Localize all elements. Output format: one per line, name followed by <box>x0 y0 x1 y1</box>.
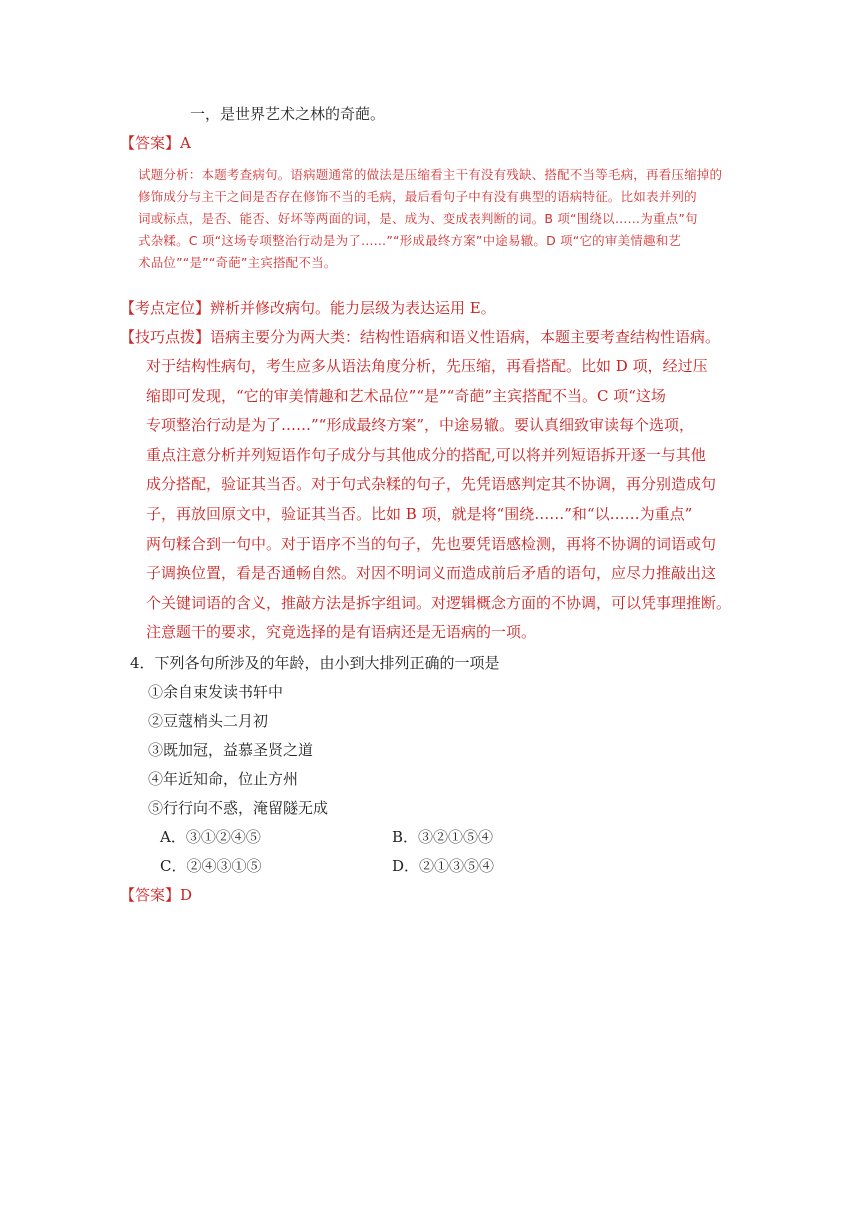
jiqiao-body <box>146 352 736 648</box>
jiqiao-line: 对于结构性病句，考生应多从语法角度分析，先压缩，再看搭配。比如 D 项，经过压 <box>146 357 708 375</box>
jiqiao-line: 缩即可发现，“它的审美情趣和艺术品位”“是”“奇葩”主宾搭配不当。C 项“这场 <box>146 386 666 405</box>
analysis-line: 试题分析：本题考查病句。语病题通常的做法是压缩看主干有没有残缺、搭配不当等毛病，再看压缩掉的 <box>138 167 723 182</box>
analysis-line: 修饰成分与主干之间是否存在修饰不当的毛病，最后看句子中有没有典型的语病特征。比如表并列的 <box>138 189 697 204</box>
option-d: D．②①③⑤④ <box>392 857 495 875</box>
question-item: ③既加冠，益慕圣贤之道 <box>148 741 314 759</box>
jiqiao-line: 个关键词语的含义，推敲方法是拆字组词。对逻辑概念方面的不协调，可以凭事理推断。 <box>146 593 732 612</box>
jiqiao-line: 专项整治行动是为了……”“形成最终方案”，中途易辙。要认真细致审读每个选项， <box>146 416 695 435</box>
option-c: C．②④③①⑤ <box>160 857 262 875</box>
answer-2-label: 【答案】 <box>120 886 181 904</box>
answer-1-label: 【答案】 <box>120 134 181 152</box>
answer-1-value: A <box>180 134 191 152</box>
analysis-line: 式杂糅。C 项“这场专项整治行动是为了……”“形成最终方案”中途易辙。D 项“它的审美情趣和艺 <box>138 233 682 248</box>
jiqiao-line: 重点注意分析并列短语作句子成分与其他成分的搭配,可以将并列短语拆开逐一与其他 <box>146 445 706 464</box>
kaodian-text: 辨析并修改病句。能力层级为表达运用 E。 <box>210 299 496 317</box>
question-item: ④年近知命，位止方州 <box>148 770 299 788</box>
question-item: ②豆蔻梢头二月初 <box>148 712 269 730</box>
jiqiao-line: 子，再放回原文中，验证其当否。比如 B 项，就是将“围绕……”和“以……为重点” <box>146 504 693 523</box>
answer-1 <box>120 133 191 153</box>
jiqiao-first: 语病主要分为两大类：结构性语病和语义性语病，本题主要考查结构性语病。 <box>210 328 721 346</box>
jiqiao-label: 【技巧点拨】 <box>120 328 211 346</box>
kaodian-label: 【考点定位】 <box>120 299 211 317</box>
answer-2 <box>120 885 192 905</box>
jiqiao-line: 两句糅合到一句中。对于语序不当的句子，先也要凭语感检测，再将不协调的词语或句 <box>146 534 717 553</box>
jiqiao-line: 注意题干的要求，究竟选择的是有语病还是无语病的一项。 <box>146 623 537 642</box>
analysis-line: 术品位”“是”“奇葩”主宾搭配不当。 <box>138 255 337 270</box>
answer-2-value: D <box>180 886 193 904</box>
analysis-block <box>138 164 738 274</box>
question-item: ⑤行行向不惑，淹留隧无成 <box>148 799 329 817</box>
option-a: A．③①②④⑤ <box>160 828 261 846</box>
jiqiao-first-line <box>120 327 720 347</box>
jiqiao-line: 子调换位置，看是否通畅自然。对因不明词义而造成前后矛盾的语句，应尽力推敲出这 <box>146 564 717 583</box>
analysis-line: 词或标点，是否、能否、好坏等两面的词，是、成为、变成表判断的词。B 项“围绕以……为重点”句 <box>138 211 698 226</box>
jiqiao-line: 成分搭配，验证其当否。对于句式杂糅的句子，先凭语感判定其不协调，再分别造成句 <box>146 475 717 494</box>
question-4-stem: 4．下列各句所涉及的年龄，由小到大排列正确的一项是 <box>130 654 500 672</box>
kaodian-line <box>120 298 496 318</box>
option-b: B．③②①⑤④ <box>392 828 494 846</box>
top-line: 一，是世界艺术之林的奇葩。 <box>190 105 386 123</box>
question-item: ①余自束发读书轩中 <box>148 683 284 701</box>
